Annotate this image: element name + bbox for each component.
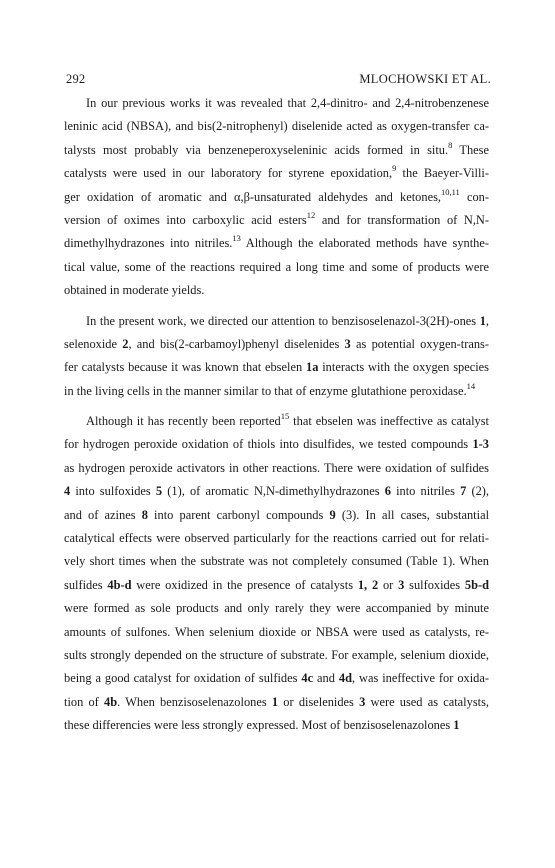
page-number: 292 [66, 72, 86, 86]
compound-number: 1a [306, 360, 319, 375]
compound-number: 1 [271, 694, 279, 709]
reference-superscript: 13 [232, 233, 241, 244]
text-line: talysts most probably via benzeneperoxyseleninic acids formed in situ.$^8$ These [64, 139, 489, 157]
compound-number: 6 [384, 484, 391, 499]
compound-number: 1 [453, 718, 460, 733]
compound-number: 5 [155, 484, 163, 499]
text-line: amounts of sulfones. When selenium dioxide or NBSA were used as catalysts, re- [64, 624, 489, 639]
text-line: obtained in moderate yields. [64, 283, 205, 298]
compound-number: 2 [122, 336, 129, 351]
compound-number: 4c [301, 671, 314, 686]
paragraph [64, 92, 489, 303]
paragraph [64, 310, 489, 404]
compound-number: 3 [359, 694, 366, 709]
compound-number: 1-3 [472, 437, 489, 452]
text-line: sults strongly depended on the structure of substrate. For example, selenium dioxide, [64, 647, 489, 662]
reference-superscript: 8 [448, 139, 453, 150]
text-line: being a good catalyst for oxidation of sulfides 4c and 4d, was ineffective for oxida- [64, 671, 489, 686]
compound-number: 4b-d [107, 577, 132, 592]
text-line: Although it has recently been reported$^{15}$ that ebselen was ineffective as catalyst [86, 411, 490, 429]
text-line: tion of 4b. When benzisoselenazolones 1 or diselenides 3 were used as catalysts, [64, 694, 490, 709]
body-text [64, 92, 489, 738]
text-line: In our previous works it was revealed that 2,4-dinitro- and 2,4-nitrobenzenese [86, 96, 489, 110]
text-line: and of azines 8 into parent carbonyl compounds 9 (3). In all cases, substantial [64, 507, 490, 522]
text-line: these differencies were less strongly expressed. Most of benzisoselenazolones 1 [64, 718, 460, 733]
reference-superscript: 12 [306, 209, 316, 220]
reference-superscript: 9 [392, 163, 397, 174]
running-head: MLOCHOWSKI ET AL. [359, 72, 491, 86]
paragraph [64, 410, 489, 737]
text-line: dimethylhydrazones into nitriles.$^{13}$ Although the elaborated methods have synthe- [64, 233, 489, 251]
compound-number: 5b-d [464, 577, 489, 592]
paragraph-gap [64, 403, 489, 410]
compound-number: 7 [460, 484, 467, 499]
text-line: version of oximes into carboxylic acid esters$^{12}$ and for transformation of N,N- [64, 209, 490, 227]
text-line: for hydrogen peroxide oxidation of thiols into disulfides, we tested compounds 1-3 [64, 437, 489, 452]
compound-number: 4b [104, 694, 118, 709]
paragraph-gap [64, 303, 489, 310]
reference-superscript: 10,11 [441, 186, 460, 197]
text-line: fer catalysts because it was known that ebselen 1a interacts with the oxygen species [64, 360, 489, 375]
text-line: leninic acid (NBSA), and bis(2-nitrophenyl) diselenide acted as oxygen-transfer ca- [64, 119, 489, 134]
text-line: vely short times when the substrate was not completely consumed (Table 1). When [64, 554, 489, 569]
text-line: selenoxide 2, and bis(2-carbamoyl)phenyl diselenides 3 as potential oxygen-trans- [64, 336, 489, 351]
text-line: catalysts were used in our laboratory for styrene epoxidation,$^9$ the Baeyer-Villi- [64, 163, 489, 181]
compound-number: 3 [398, 577, 405, 592]
text-line: were formed as sole products and only rarely they were accompanied by minute [64, 601, 489, 616]
text-line: In the present work, we directed our attention to benzisoselenazol-3(2H)-ones 1, [86, 313, 489, 328]
text-line: catalytical effects were observed particularly for the reactions carried out for relati- [64, 531, 489, 546]
compound-number: 9 [329, 507, 336, 522]
text-line: tical value, some of the reactions required a long time and some of products were [64, 259, 489, 274]
text-line: in the living cells in the manner similar to that of enzyme glutathione peroxidase.$^{14}$ [64, 380, 476, 398]
text-line: 4 into sulfoxides 5 (1), of aromatic N,N-dimethylhydrazones 6 into nitriles 7 (2), [64, 484, 490, 499]
reference-superscript: 14 [466, 380, 476, 391]
compound-number: 4d [338, 671, 352, 686]
compound-number: 8 [141, 507, 148, 522]
compound-number: 4 [64, 484, 71, 499]
text-line: ger oxidation of aromatic and α,β-unsaturated aldehydes and ketones,$^{10,11}$ con- [64, 186, 489, 204]
text-line: sulfides 4b-d were oxidized in the presence of catalysts 1, 2 or 3 sulfoxides 5b-d [64, 577, 489, 592]
compound-number: 1, 2 [357, 577, 379, 592]
compound-number: 3 [344, 336, 351, 351]
reference-superscript: 15 [280, 411, 290, 422]
compound-number: 1 [479, 313, 486, 328]
text-line: as hydrogen peroxide activators in other reactions. There were oxidation of sulfides [64, 460, 489, 475]
